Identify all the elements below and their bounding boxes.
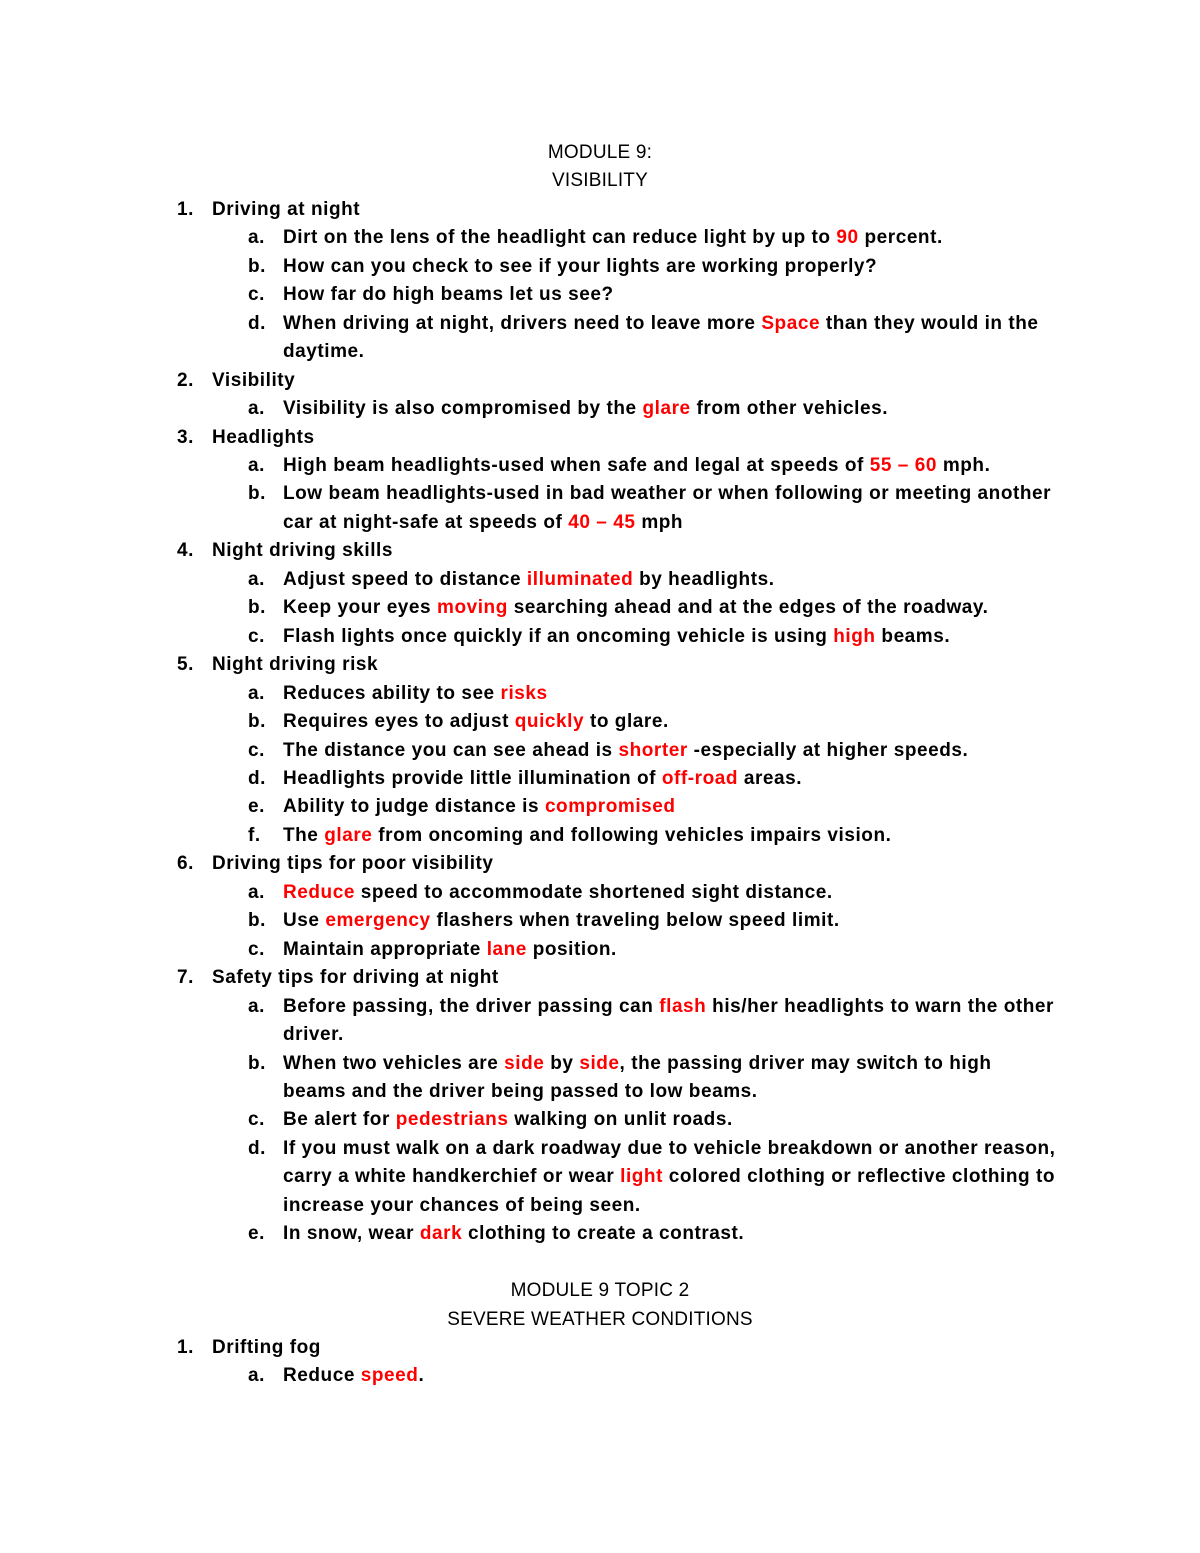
section-label: Safety tips for driving at night	[212, 967, 499, 989]
list-item	[0, 594, 1058, 622]
item-letter: a.	[248, 568, 265, 590]
list-item	[0, 822, 1058, 850]
answer-highlight: shorter	[618, 739, 688, 761]
item-text: Adjust speed to distance	[283, 568, 527, 590]
item-text: Requires eyes to adjust	[283, 711, 515, 733]
list-item	[0, 907, 1058, 935]
item-text: When driving at night, drivers need to leave more	[283, 312, 762, 334]
item-text: by	[544, 1052, 580, 1074]
section-label: Driving at night	[212, 198, 361, 220]
item-letter: a.	[248, 881, 265, 903]
item-letter: a.	[248, 227, 265, 249]
item-text: Visibility is also compromised by the	[283, 398, 643, 420]
item-letter: d.	[248, 767, 266, 789]
module-title: MODULE 9:	[547, 142, 653, 163]
item-text: Reduces ability to see	[283, 682, 501, 704]
item-letter: a.	[248, 454, 265, 476]
item-text: to glare.	[584, 711, 669, 733]
answer-highlight: quickly	[514, 711, 585, 733]
item-text: Before passing, the driver passing can	[283, 995, 660, 1017]
answer-highlight: side	[504, 1052, 545, 1074]
section-heading	[0, 367, 1200, 395]
answer-highlight: Space	[761, 312, 821, 334]
section-number: 5.	[177, 654, 194, 676]
answer-highlight: light	[620, 1166, 663, 1188]
item-text: speed to accommodate shortened sight distance.	[354, 881, 833, 903]
item-letter: b.	[248, 711, 266, 733]
item-text: In snow, wear	[283, 1223, 420, 1245]
item-text: When two vehicles are	[283, 1052, 505, 1074]
list-item	[0, 1135, 1058, 1220]
item-text: Low beam headlights-used in bad weather or when following or meeting another car at night-safe at speeds of	[283, 483, 1052, 533]
section-heading	[0, 424, 1200, 452]
item-text: , the passing driver may switch to high beams and the driver being passed to low beams.	[283, 1052, 992, 1102]
answer-highlight: glare	[642, 398, 691, 420]
item-letter: e.	[248, 796, 265, 818]
answer-highlight: 90	[836, 227, 859, 249]
item-text: The	[283, 824, 325, 846]
item-text: Flash lights once quickly if an oncoming vehicle is using	[283, 625, 834, 647]
item-text: The distance you can see ahead is	[283, 739, 619, 761]
item-letter: c.	[248, 739, 265, 761]
answer-highlight: side	[579, 1052, 620, 1074]
item-text: by headlights.	[633, 568, 775, 590]
item-text: Use	[283, 910, 326, 932]
answer-highlight: emergency	[325, 910, 431, 932]
section-heading	[0, 537, 1200, 565]
section-heading	[0, 651, 1200, 679]
item-letter: b.	[248, 910, 266, 932]
item-text: -especially at higher speeds.	[687, 739, 969, 761]
item-letter: a.	[248, 1365, 265, 1387]
section-label: Night driving skills	[212, 540, 393, 562]
list-item	[0, 936, 1058, 964]
list-item	[0, 765, 1058, 793]
section-number: 2.	[177, 369, 194, 391]
list-item	[0, 480, 1058, 537]
section-number: 3.	[177, 426, 194, 448]
item-text: from oncoming and following vehicles impairs vision.	[372, 824, 892, 846]
item-text: .	[418, 1365, 425, 1387]
section-label: Driving tips for poor visibility	[212, 853, 494, 875]
document-page	[0, 139, 1200, 1391]
item-letter: b.	[248, 255, 266, 277]
section-heading	[0, 1334, 1200, 1362]
item-text: walking on unlit roads.	[508, 1109, 733, 1131]
list-item	[0, 793, 1058, 821]
list-item	[0, 224, 1058, 252]
section-label: Drifting fog	[212, 1337, 321, 1359]
item-text: How far do high beams let us see?	[283, 284, 614, 306]
item-text: beams.	[875, 625, 951, 647]
item-text: mph	[635, 511, 684, 533]
item-text: clothing to create a contrast.	[462, 1223, 745, 1245]
list-item	[0, 708, 1058, 736]
item-text: Headlights provide little illumination of	[283, 767, 662, 789]
item-text: Reduce	[283, 1365, 361, 1387]
module-title: MODULE 9 TOPIC 2	[510, 1280, 690, 1302]
item-letter: e.	[248, 1223, 265, 1245]
item-text: Dirt on the lens of the headlight can reduce light by up to	[283, 227, 837, 249]
answer-highlight: compromised	[544, 796, 676, 818]
item-letter: c.	[248, 625, 265, 647]
section-heading	[0, 196, 1200, 224]
list-item	[0, 1050, 1058, 1107]
item-text: mph.	[936, 454, 991, 476]
answer-highlight: lane	[486, 938, 527, 960]
list-item	[0, 623, 1058, 651]
section-number: 6.	[177, 853, 194, 875]
item-letter: d.	[248, 312, 266, 334]
answer-highlight: pedestrians	[395, 1109, 509, 1131]
spacer	[0, 1249, 1200, 1277]
section-label: Visibility	[212, 369, 296, 391]
section-heading	[0, 964, 1200, 992]
item-letter: b.	[248, 597, 266, 619]
answer-highlight: dark	[419, 1223, 463, 1245]
item-text: High beam headlights-used when safe and legal at speeds of	[283, 454, 870, 476]
item-text: Be alert for	[283, 1109, 396, 1131]
section-label: Headlights	[212, 426, 315, 448]
module-title: VISIBILITY	[552, 170, 648, 192]
item-text: If you must walk on a dark roadway due to vehicle breakdown or another reason, carry a white handkerchief or wear	[283, 1137, 1056, 1188]
item-text: Ability to judge distance is	[283, 796, 545, 818]
item-letter: f.	[248, 824, 261, 846]
answer-highlight: speed	[360, 1365, 419, 1387]
answer-highlight: Reduce	[283, 881, 355, 903]
item-text: areas.	[738, 767, 803, 789]
item-text: Keep your eyes	[283, 597, 437, 619]
item-text: percent.	[858, 227, 943, 249]
item-letter: c.	[248, 284, 265, 306]
item-text: flashers when traveling below speed limit.	[430, 910, 840, 932]
answer-highlight: glare	[324, 824, 373, 846]
item-text: How can you check to see if your lights are working properly?	[283, 255, 878, 277]
section-number: 7.	[177, 967, 194, 989]
list-item	[0, 1362, 1058, 1390]
list-item	[0, 310, 1058, 367]
list-item	[0, 281, 1058, 309]
answer-highlight: risks	[500, 682, 548, 704]
item-letter: a.	[248, 398, 265, 420]
list-item	[0, 737, 1058, 765]
item-letter: c.	[248, 1109, 265, 1131]
item-letter: b.	[248, 1052, 266, 1074]
item-text: his/her headlights to warn the other driver.	[283, 995, 1054, 1046]
item-text: than they would in the daytime.	[283, 312, 1039, 363]
list-item	[0, 680, 1058, 708]
section-number: 1.	[177, 1337, 194, 1359]
list-item	[0, 452, 1058, 480]
item-letter: a.	[248, 682, 265, 704]
item-text: from other vehicles.	[690, 398, 889, 420]
item-letter: a.	[248, 995, 265, 1017]
answer-highlight: moving	[437, 597, 508, 619]
answer-highlight: off-road	[661, 767, 739, 789]
item-letter: b.	[248, 483, 266, 505]
list-item	[0, 566, 1058, 594]
list-item	[0, 253, 1058, 281]
item-text: position.	[526, 938, 617, 960]
item-text: Maintain appropriate	[283, 938, 487, 960]
list-item	[0, 1220, 1058, 1248]
list-item	[0, 993, 1058, 1050]
answer-highlight: 55 – 60	[869, 454, 937, 476]
list-item	[0, 1106, 1058, 1134]
answer-highlight: 40 – 45	[568, 511, 636, 533]
answer-highlight: high	[833, 625, 876, 647]
list-item	[0, 879, 1058, 907]
section-label: Night driving risk	[212, 654, 379, 676]
section-heading	[0, 850, 1200, 878]
item-letter: d.	[248, 1137, 266, 1159]
answer-highlight: illuminated	[526, 568, 634, 590]
item-letter: c.	[248, 938, 265, 960]
module-title: SEVERE WEATHER CONDITIONS	[447, 1308, 753, 1330]
section-number: 1.	[177, 198, 194, 220]
item-text: colored clothing or reflective clothing to increase your chances of being seen.	[283, 1166, 1056, 1216]
item-text: searching ahead and at the edges of the roadway.	[507, 597, 989, 619]
answer-highlight: flash	[659, 995, 707, 1017]
section-number: 4.	[177, 540, 194, 562]
list-item	[0, 395, 1058, 423]
